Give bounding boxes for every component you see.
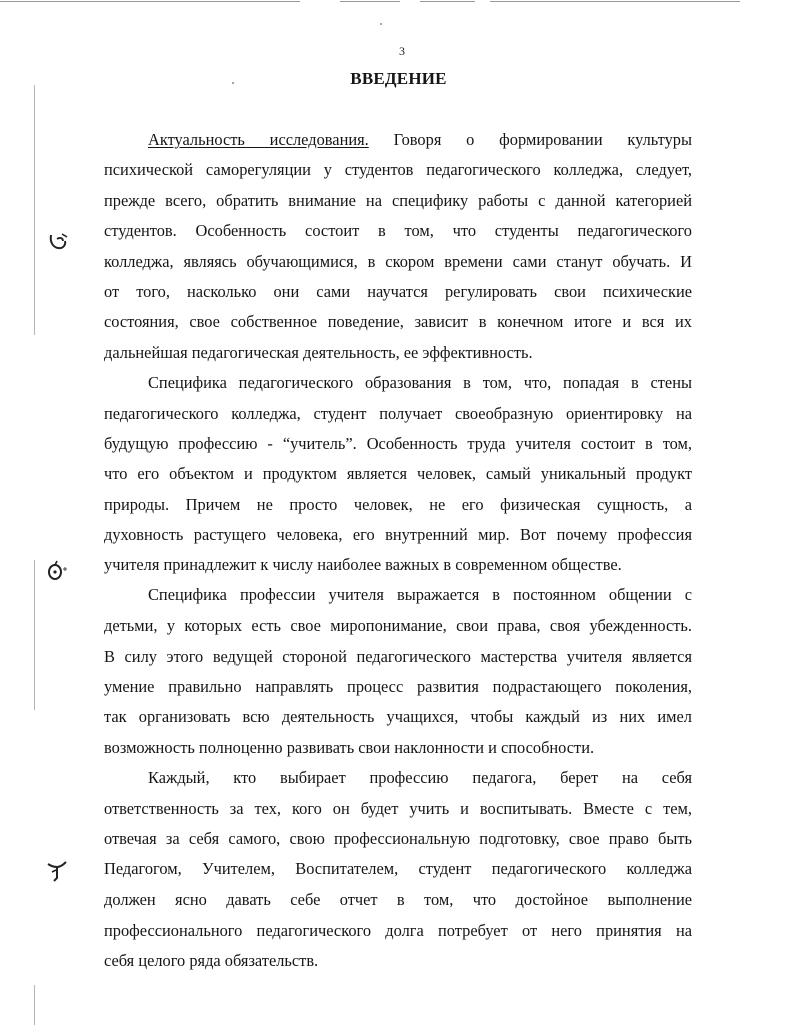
text-line: Специфика педагогического образования в том, что, попадая в стены bbox=[148, 373, 692, 392]
text-line: что его объектом и продуктом является человек, самый уникальный продукт bbox=[104, 464, 692, 483]
text-line: состояния, свое собственное поведение, зависит в конечном итоге и вся их bbox=[104, 312, 692, 331]
scan-edge-line bbox=[34, 560, 35, 710]
scan-edge-line bbox=[0, 1, 300, 2]
text-line: Педагогом, Учителем, Воспитателем, студент педагогического колледжа bbox=[104, 859, 692, 878]
text-line: духовность растущего человека, его внутренний мир. Вот почему профессия bbox=[104, 525, 692, 544]
text-line: ответственность за тех, кого он будет учить и воспитывать. Вместе с тем, bbox=[104, 799, 692, 818]
text-line: учителя принадлежит к числу наиболее важных в современном обществе. bbox=[104, 555, 622, 574]
text-line: студентов. Особенность состоит в том, что студенты педагогического bbox=[104, 221, 692, 240]
page-title: ВВЕДЕНИЕ bbox=[350, 69, 447, 88]
scan-edge-line bbox=[34, 985, 35, 1025]
scan-edge-line bbox=[490, 1, 740, 2]
text-line: от того, насколько они сами научатся регулировать свои психические bbox=[104, 282, 692, 301]
scan-edge-line bbox=[34, 85, 35, 335]
text-line: дальнейшая педагогическая деятельность, ее эффективность. bbox=[104, 343, 533, 362]
page-number: 3 bbox=[399, 44, 405, 58]
text-line: прежде всего, обратить внимание на специфику работы с данной категорией bbox=[104, 191, 692, 210]
text-line: умение правильно направлять процесс развития подрастающего поколения, bbox=[104, 677, 692, 696]
text-line: так организовать всю деятельность учащихся, чтобы каждый из них имел bbox=[104, 707, 692, 726]
text-line: Актуальность исследования. Говоря о формировании культуры bbox=[148, 130, 692, 149]
text-line: колледжа, являясь обучающимися, в скором времени сами станут обучать. И bbox=[104, 252, 692, 271]
text-line: В силу этого ведущей стороной педагогического мастерства учителя является bbox=[104, 647, 692, 666]
text-line: возможность полноценно развивать свои наклонности и способности. bbox=[104, 738, 595, 757]
text-line: будущую профессию - “учитель”. Особенность труда учителя состоит в том, bbox=[104, 434, 692, 453]
scan-edge-line bbox=[340, 1, 400, 2]
text-line: отвечая за себя самого, свою профессиональную подготовку, свое право быть bbox=[104, 829, 692, 848]
text-line: Каждый, кто выбирает профессию педагога, берет на себя bbox=[148, 768, 692, 787]
text-line: Специфика профессии учителя выражается в постоянном общении с bbox=[148, 585, 692, 604]
scan-edge-line bbox=[420, 1, 475, 2]
text-line: детьми, у которых есть свое миропонимание, свои права, своя убежденность. bbox=[104, 616, 692, 635]
text-line: себя целого ряда обязательств. bbox=[104, 951, 319, 970]
text-line: психической саморегуляции у студентов педагогического колледжа, следует, bbox=[104, 160, 692, 179]
text-line: профессионального педагогического долга потребует от него принятия на bbox=[104, 921, 692, 940]
margin-mark-icon bbox=[44, 856, 70, 884]
margin-mark-icon bbox=[46, 228, 72, 254]
scan-speck bbox=[380, 23, 382, 25]
text-line: природы. Причем не просто человек, не его физическая сущность, а bbox=[104, 495, 692, 514]
text-line: должен ясно давать себе отчет в том, что достойное выполнение bbox=[104, 890, 692, 909]
section-label: Актуальность исследования. bbox=[148, 130, 369, 149]
margin-mark-icon bbox=[44, 558, 72, 584]
text-line: педагогического колледжа, студент получает своеобразную ориентировку на bbox=[104, 404, 692, 423]
